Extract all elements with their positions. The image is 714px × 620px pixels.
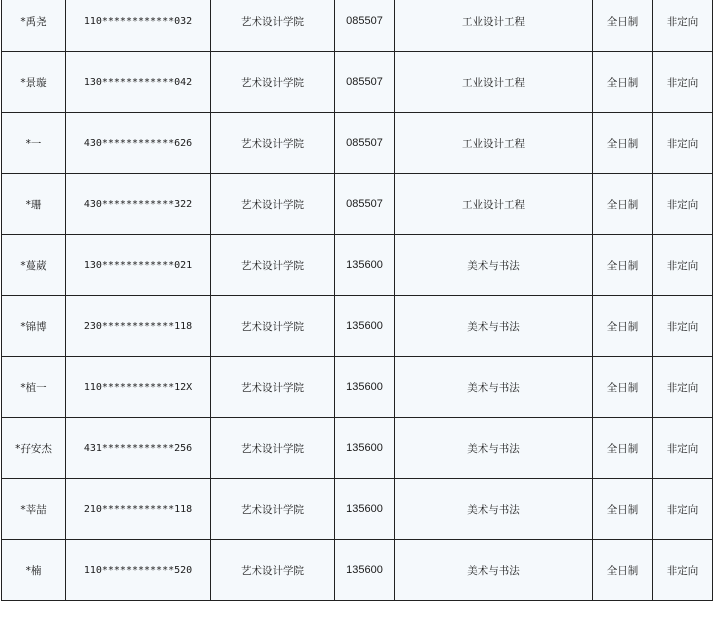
orientation-cell: 非定向 [653, 296, 713, 357]
major-cell: 美术与书法 [395, 235, 593, 296]
id-number-cell: 210************118 [66, 479, 211, 540]
major-cell: 工业设计工程 [395, 174, 593, 235]
student-name-cell: *锦博 [2, 296, 66, 357]
study-mode-cell: 全日制 [593, 235, 653, 296]
id-number-cell: 110************12X [66, 357, 211, 418]
id-number-cell: 431************256 [66, 418, 211, 479]
major-code-cell: 135600 [335, 235, 395, 296]
id-number-cell: 130************021 [66, 235, 211, 296]
study-mode-cell: 全日制 [593, 418, 653, 479]
student-name-cell: *景璇 [2, 52, 66, 113]
college-cell: 艺术设计学院 [211, 479, 335, 540]
major-cell: 工业设计工程 [395, 52, 593, 113]
student-name-cell: *植一 [2, 357, 66, 418]
major-cell: 美术与书法 [395, 479, 593, 540]
table-row [2, 418, 713, 479]
study-mode-cell: 全日制 [593, 0, 653, 52]
study-mode-cell: 全日制 [593, 479, 653, 540]
orientation-cell: 非定向 [653, 479, 713, 540]
college-cell: 艺术设计学院 [211, 540, 335, 601]
major-code-cell: 135600 [335, 296, 395, 357]
college-cell: 艺术设计学院 [211, 113, 335, 174]
study-mode-cell: 全日制 [593, 540, 653, 601]
table-row [2, 52, 713, 113]
college-cell: 艺术设计学院 [211, 357, 335, 418]
major-code-cell: 085507 [335, 52, 395, 113]
orientation-cell: 非定向 [653, 235, 713, 296]
id-number-cell: 130************042 [66, 52, 211, 113]
orientation-cell: 非定向 [653, 174, 713, 235]
student-name-cell: *蔓葳 [2, 235, 66, 296]
id-number-cell: 430************322 [66, 174, 211, 235]
roster-body [2, 0, 713, 601]
admission-roster-table [1, 0, 713, 601]
college-cell: 艺术设计学院 [211, 296, 335, 357]
student-name-cell: *孖安杰 [2, 418, 66, 479]
id-number-cell: 430************626 [66, 113, 211, 174]
orientation-cell: 非定向 [653, 0, 713, 52]
student-name-cell: *莘喆 [2, 479, 66, 540]
major-cell: 美术与书法 [395, 296, 593, 357]
college-cell: 艺术设计学院 [211, 174, 335, 235]
student-name-cell: *禹尧 [2, 0, 66, 52]
student-name-cell: *珊 [2, 174, 66, 235]
table-row [2, 235, 713, 296]
table-row [2, 479, 713, 540]
id-number-cell: 110************032 [66, 0, 211, 52]
table-row [2, 540, 713, 601]
table-row [2, 113, 713, 174]
college-cell: 艺术设计学院 [211, 0, 335, 52]
orientation-cell: 非定向 [653, 540, 713, 601]
id-number-cell: 110************520 [66, 540, 211, 601]
orientation-cell: 非定向 [653, 418, 713, 479]
table-row [2, 296, 713, 357]
student-name-cell: *楠 [2, 540, 66, 601]
orientation-cell: 非定向 [653, 113, 713, 174]
study-mode-cell: 全日制 [593, 296, 653, 357]
college-cell: 艺术设计学院 [211, 235, 335, 296]
major-code-cell: 085507 [335, 0, 395, 52]
study-mode-cell: 全日制 [593, 174, 653, 235]
table-row [2, 0, 713, 52]
id-number-cell: 230************118 [66, 296, 211, 357]
major-code-cell: 085507 [335, 113, 395, 174]
major-cell: 工业设计工程 [395, 0, 593, 52]
major-code-cell: 135600 [335, 357, 395, 418]
study-mode-cell: 全日制 [593, 52, 653, 113]
college-cell: 艺术设计学院 [211, 418, 335, 479]
major-cell: 美术与书法 [395, 540, 593, 601]
table-row [2, 174, 713, 235]
major-cell: 美术与书法 [395, 418, 593, 479]
major-code-cell: 135600 [335, 418, 395, 479]
major-code-cell: 135600 [335, 479, 395, 540]
major-cell: 工业设计工程 [395, 113, 593, 174]
major-cell: 美术与书法 [395, 357, 593, 418]
orientation-cell: 非定向 [653, 357, 713, 418]
study-mode-cell: 全日制 [593, 113, 653, 174]
college-cell: 艺术设计学院 [211, 52, 335, 113]
student-name-cell: *一 [2, 113, 66, 174]
orientation-cell: 非定向 [653, 52, 713, 113]
table-row [2, 357, 713, 418]
study-mode-cell: 全日制 [593, 357, 653, 418]
major-code-cell: 085507 [335, 174, 395, 235]
major-code-cell: 135600 [335, 540, 395, 601]
